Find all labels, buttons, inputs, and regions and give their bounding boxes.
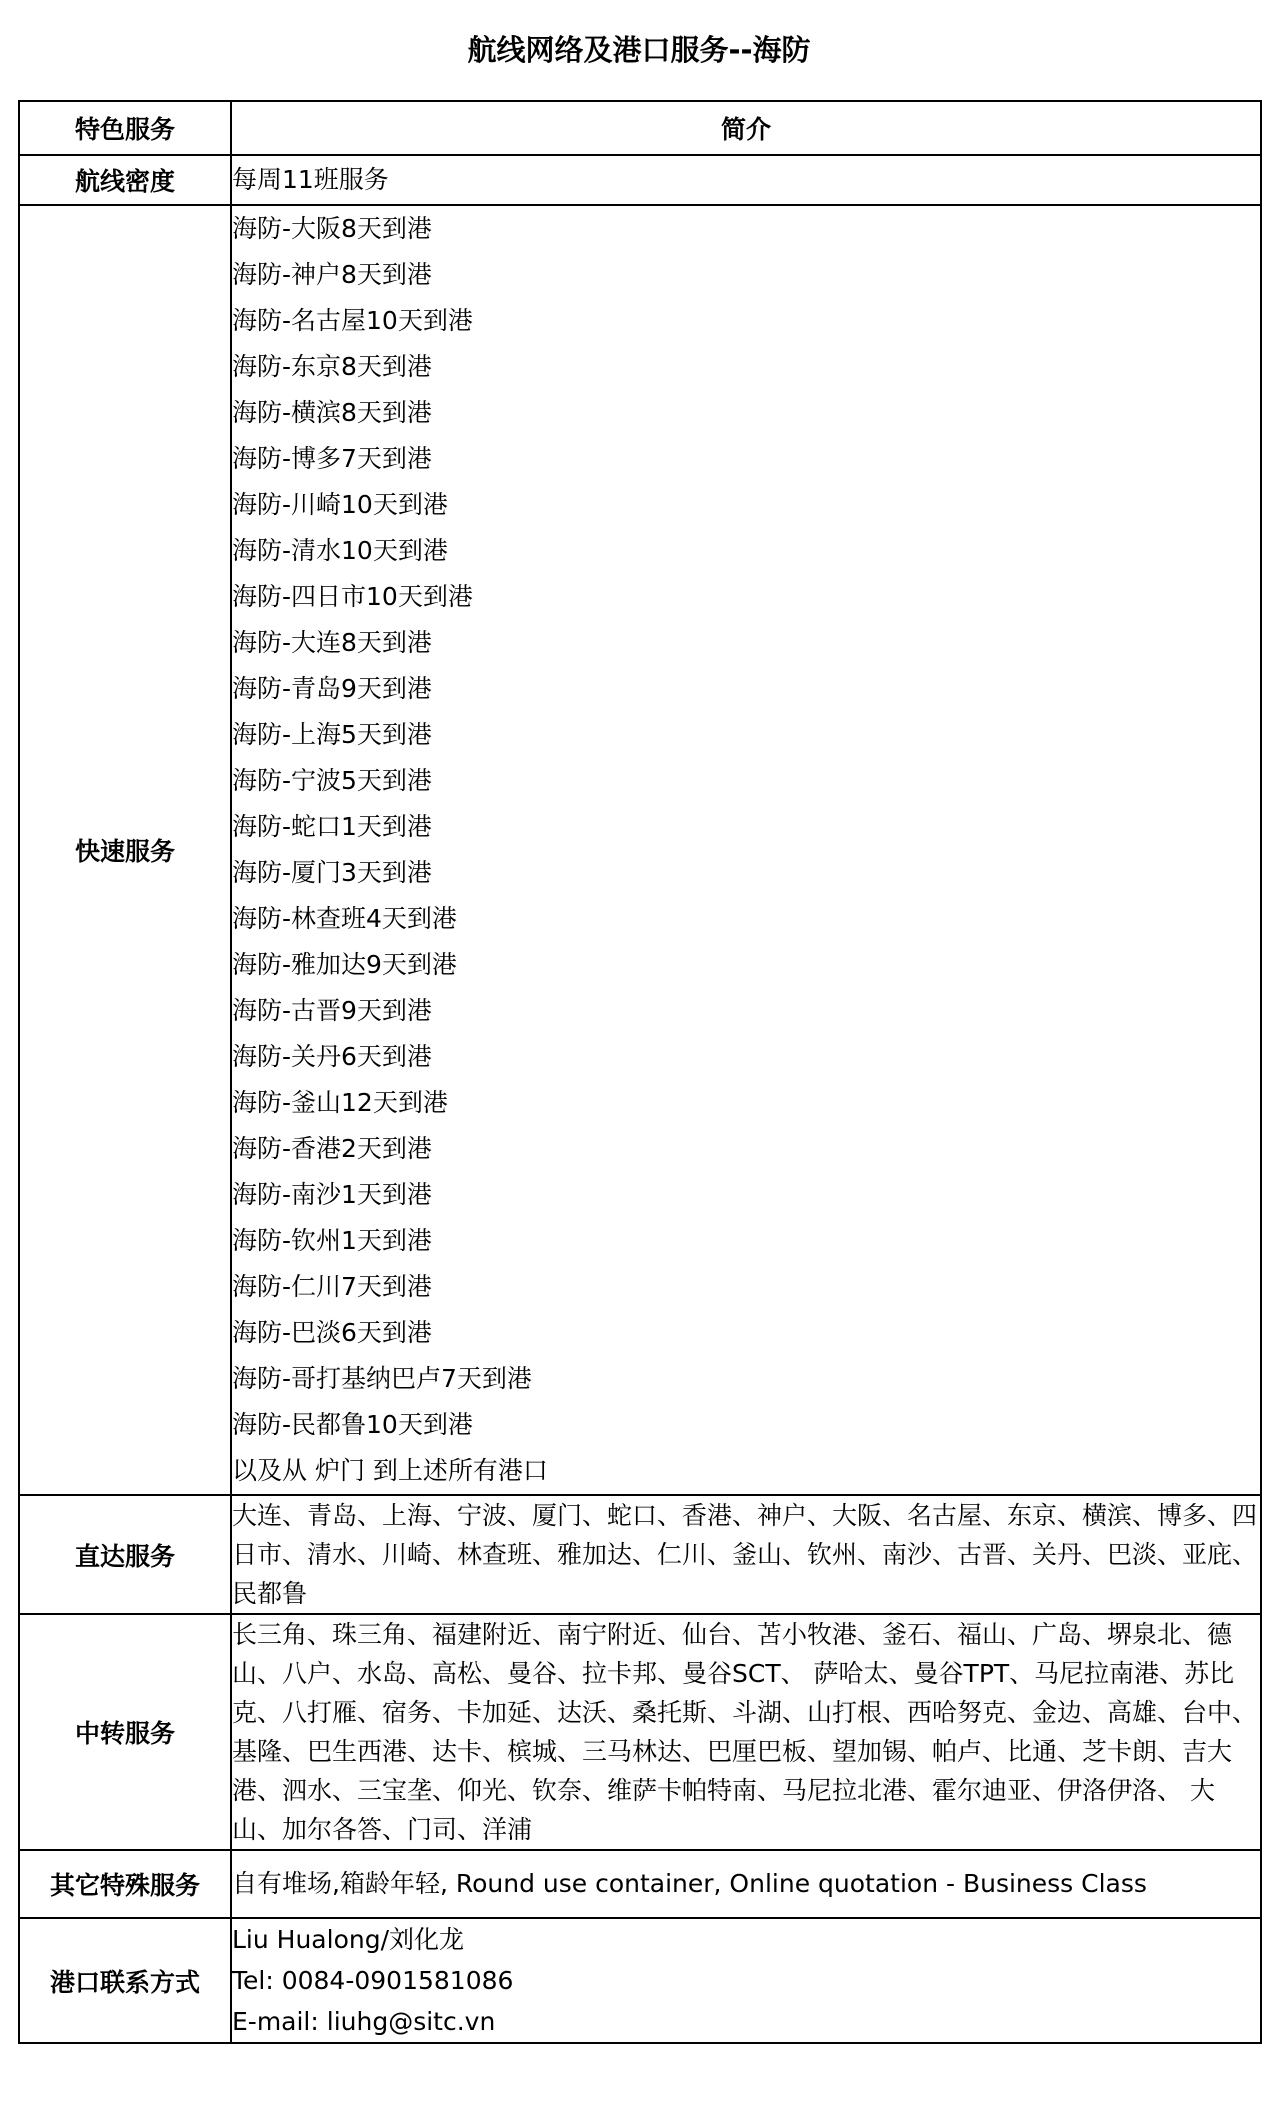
express-item: 海防-林查班4天到港 [232, 904, 457, 933]
express-item: 海防-青岛9天到港 [232, 674, 432, 703]
express-item: 海防-关丹6天到港 [232, 1042, 432, 1071]
express-item: 海防-川崎10天到港 [232, 490, 448, 519]
express-item: 海防-雅加达9天到港 [232, 950, 457, 979]
express-item: 海防-哥打基纳巴卢7天到港 [232, 1364, 532, 1393]
row-contact [19, 1918, 1261, 2043]
row-transit [19, 1614, 1261, 1850]
other-text: 自有堆场,箱龄年轻, Round use container, Online quotation - Business Class [232, 1869, 1147, 1898]
express-item: 以及从 炉门 到上述所有港口 [232, 1456, 548, 1485]
express-item: 海防-大阪8天到港 [232, 214, 432, 243]
express-item: 海防-名古屋10天到港 [232, 306, 473, 335]
express-item: 海防-横滨8天到港 [232, 398, 432, 427]
express-item: 海防-上海5天到港 [232, 720, 432, 749]
express-item: 海防-博多7天到港 [232, 444, 432, 473]
express-item: 海防-宁波5天到港 [232, 766, 432, 795]
row-express [19, 205, 1261, 1495]
value-density [231, 155, 1261, 205]
express-item: 海防-香港2天到港 [232, 1134, 432, 1163]
label-density: 航线密度 [19, 155, 231, 205]
label-transit: 中转服务 [19, 1614, 231, 1850]
express-item: 海防-巴淡6天到港 [232, 1318, 432, 1347]
express-item: 海防-大连8天到港 [232, 628, 432, 657]
page-title: 航线网络及港口服务--海防 [467, 33, 811, 67]
contact-cell [231, 1918, 1261, 2043]
express-item: 海防-仁川7天到港 [232, 1272, 432, 1301]
table-header-row [19, 101, 1261, 155]
direct-cell [231, 1495, 1261, 1614]
label-express: 快速服务 [19, 205, 231, 1495]
other-cell [231, 1850, 1261, 1918]
label-contact: 港口联系方式 [19, 1918, 231, 2043]
header-feature: 特色服务 [19, 101, 231, 155]
contact-tel: Tel: 0084-0901581086 [232, 1966, 514, 1995]
label-other: 其它特殊服务 [19, 1850, 231, 1918]
transit-ports: 长三角、珠三角、福建附近、南宁附近、仙台、苫小牧港、釜石、福山、广岛、堺泉北、德山、八户、水岛、高松、曼谷、拉卡邦、曼谷SCT、 萨哈太、曼谷TPT、马尼拉南港、苏比克、八打雁、宿务、卡加延、达沃、桑托斯、斗湖、山打根、西哈努克、金边、高雄、台中、基隆、巴生西港、达卡、槟城、三马林达、巴厘巴板、望加锡、帕卢、比通、芝卡朗、吉大港、泗水、三宝垄、仰光、钦奈、维萨卡帕特南、马尼拉北港、霍尔迪亚、伊洛伊洛、 大山、加尔各答、门司、洋浦 [232, 1620, 1258, 1844]
row-direct [19, 1495, 1261, 1614]
contact-name: Liu Hualong/刘化龙 [232, 1925, 465, 1954]
row-other [19, 1850, 1261, 1918]
row-density [19, 155, 1261, 205]
density-text: 每周11班服务 [232, 165, 389, 194]
header-description: 简介 [231, 101, 1261, 155]
service-table [18, 100, 1262, 2044]
express-item: 海防-钦州1天到港 [232, 1226, 432, 1255]
express-item: 海防-南沙1天到港 [232, 1180, 432, 1209]
express-item: 海防-厦门3天到港 [232, 858, 432, 887]
express-item: 海防-神户8天到港 [232, 260, 432, 289]
express-item: 海防-釜山12天到港 [232, 1088, 448, 1117]
express-item: 海防-蛇口1天到港 [232, 812, 432, 841]
transit-cell [231, 1614, 1261, 1850]
express-item: 海防-清水10天到港 [232, 536, 448, 565]
label-direct: 直达服务 [19, 1495, 231, 1614]
express-item: 海防-古晋9天到港 [232, 996, 432, 1025]
express-item: 海防-东京8天到港 [232, 352, 432, 381]
express-list [231, 205, 1261, 1495]
contact-email: E-mail: liuhg@sitc.vn [232, 2007, 496, 2036]
express-item: 海防-民都鲁10天到港 [232, 1410, 473, 1439]
direct-ports: 大连、青岛、上海、宁波、厦门、蛇口、香港、神户、大阪、名古屋、东京、横滨、博多、四日市、清水、川崎、林查班、雅加达、仁川、釜山、钦州、南沙、古晋、关丹、巴淡、亚庇、民都鲁 [232, 1501, 1258, 1608]
express-item: 海防-四日市10天到港 [232, 582, 473, 611]
